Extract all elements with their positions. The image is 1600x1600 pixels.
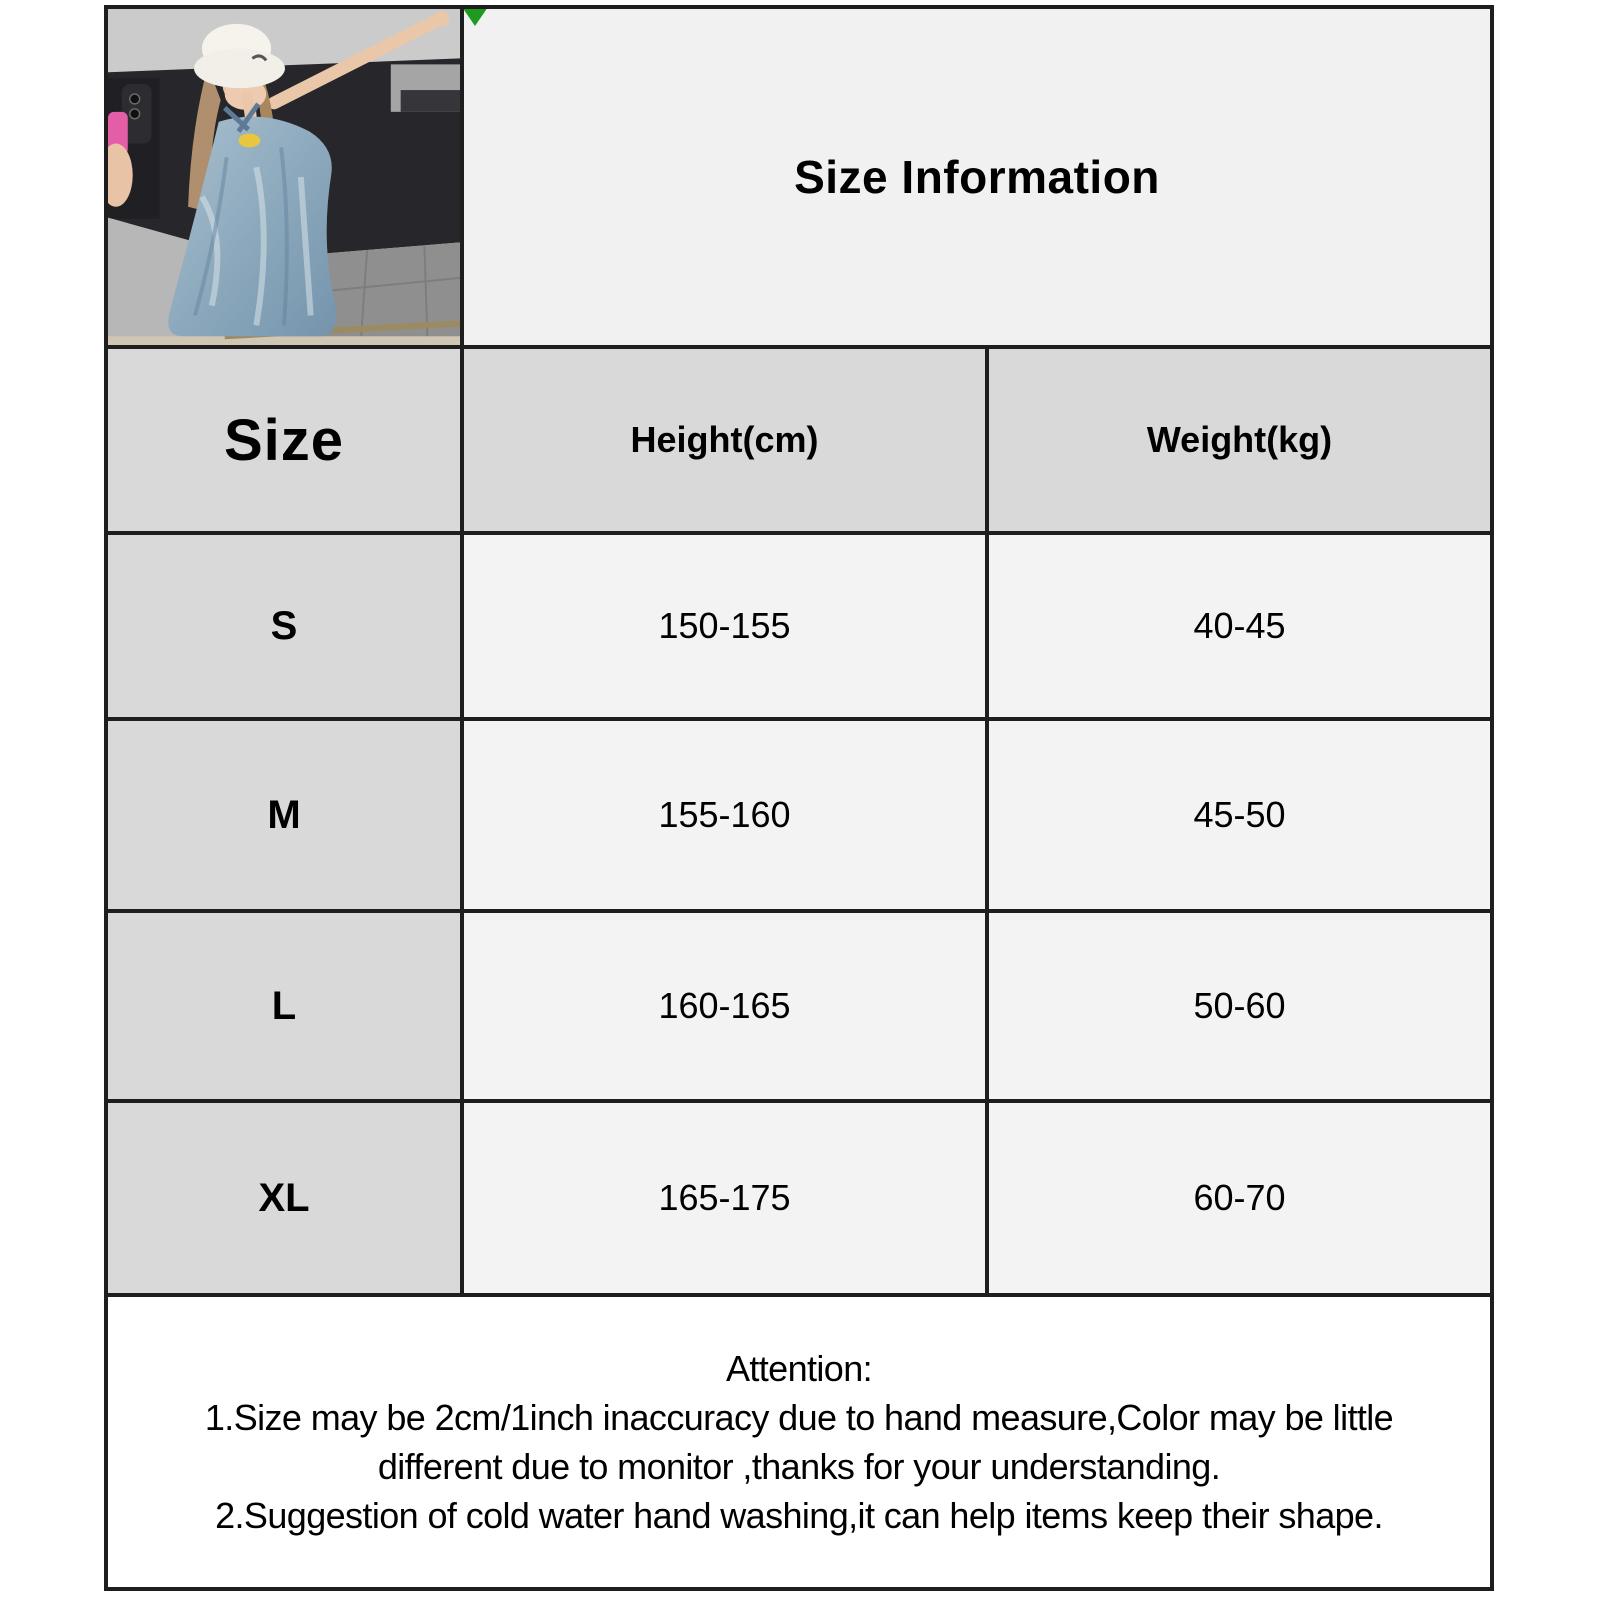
attention-note-1b: different due to monitor ,thanks for your understanding.	[377, 1446, 1221, 1488]
table-row-s	[106, 533, 1492, 719]
weight-value: 60-70	[987, 1101, 1492, 1295]
attention-box	[106, 1295, 1492, 1589]
product-photo	[106, 7, 462, 347]
height-value: 150-155	[462, 533, 987, 719]
attention-note-2: 2.Suggestion of cold water hand washing,it can help items keep their shape.	[215, 1495, 1383, 1537]
page-title: Size Information	[794, 151, 1160, 204]
table-row-xl	[106, 1101, 1492, 1295]
column-header-height: Height(cm)	[462, 347, 987, 533]
height-value: 160-165	[462, 911, 987, 1101]
column-header-size: Size	[106, 347, 462, 533]
size-label: S	[106, 533, 462, 719]
height-value: 155-160	[462, 719, 987, 911]
weight-value: 50-60	[987, 911, 1492, 1101]
table-row-l	[106, 911, 1492, 1101]
weight-value: 40-45	[987, 533, 1492, 719]
weight-value: 45-50	[987, 719, 1492, 911]
attention-heading: Attention:	[725, 1348, 873, 1390]
size-label: M	[106, 719, 462, 911]
column-header-weight: Weight(kg)	[987, 347, 1492, 533]
green-corner-flag-icon	[462, 7, 488, 26]
title-cell	[462, 7, 1492, 347]
size-label: L	[106, 911, 462, 1101]
height-value: 165-175	[462, 1101, 987, 1295]
attention-note-1a: 1.Size may be 2cm/1inch inaccuracy due to hand measure,Color may be little	[204, 1397, 1394, 1439]
size-label: XL	[106, 1101, 462, 1295]
table-row-m	[106, 719, 1492, 911]
size-information-table	[104, 5, 1494, 1591]
product-photo-illustration	[108, 9, 460, 345]
